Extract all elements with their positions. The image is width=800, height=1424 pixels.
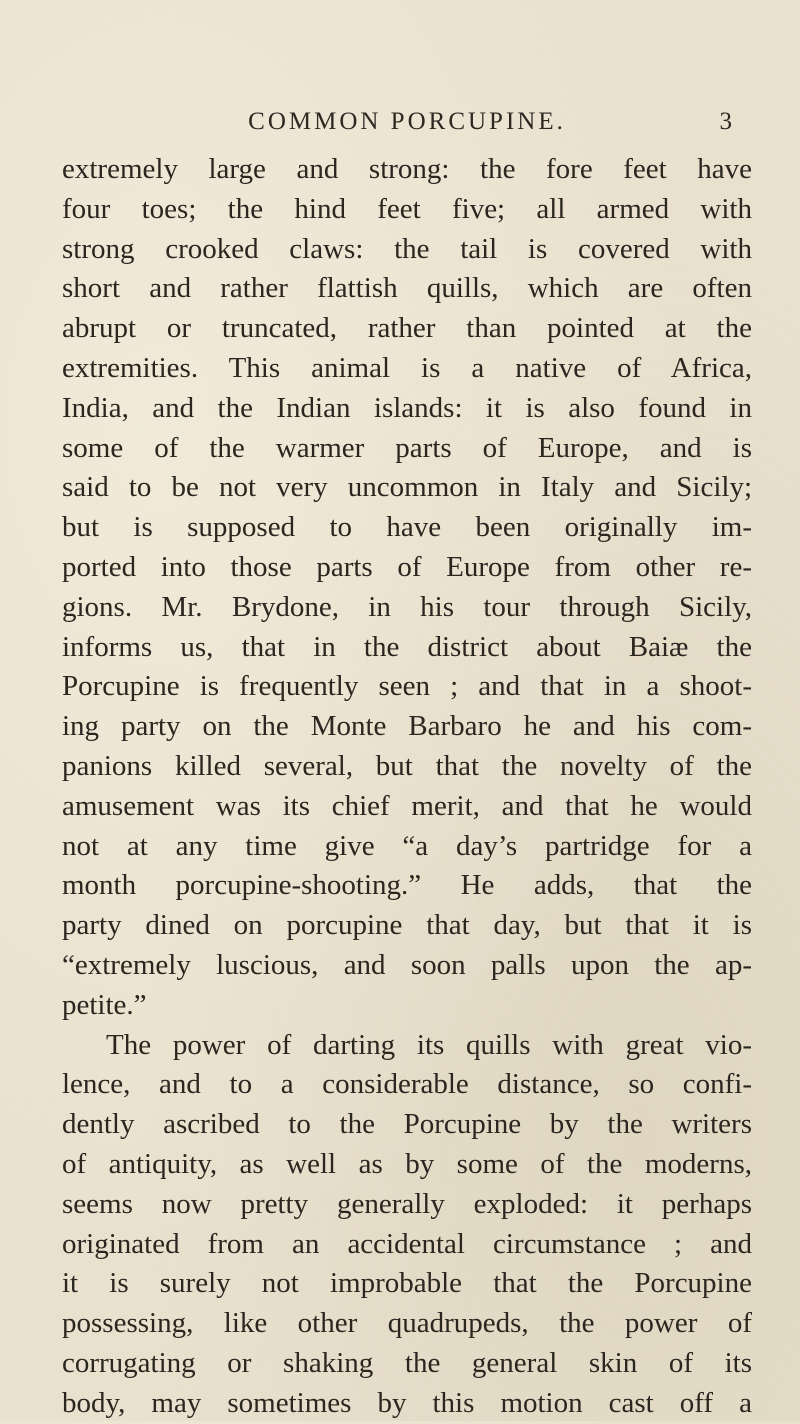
text-line: gions. Mr. Brydone, in his tour through Sicily, bbox=[62, 590, 752, 623]
text-line: but is supposed to have been originally im- bbox=[62, 511, 752, 544]
text-line: strong crooked claws: the tail is covered with bbox=[62, 232, 752, 265]
text-line: originated from an accidental circumstance ; and bbox=[62, 1227, 752, 1260]
text-line: some of the warmer parts of Europe, and is bbox=[62, 431, 752, 464]
text-line: party dined on porcupine that day, but that it is bbox=[62, 909, 752, 942]
text-line: dently ascribed to the Porcupine by the writers bbox=[62, 1108, 752, 1141]
text-line: body, may sometimes by this motion cast off a bbox=[62, 1386, 752, 1419]
text-line-paragraph-end: petite.” bbox=[62, 988, 147, 1021]
text-line: “extremely luscious, and soon palls upon the ap- bbox=[62, 948, 752, 981]
text-line: Porcupine is frequently seen ; and that in a shoot- bbox=[62, 670, 752, 703]
text-line: amusement was its chief merit, and that he would bbox=[62, 789, 752, 822]
text-line: lence, and to a considerable distance, so confi- bbox=[62, 1068, 752, 1101]
text-line: extremely large and strong: the fore feet have bbox=[62, 153, 752, 185]
text-line: it is surely not improbable that the Porcupine bbox=[62, 1267, 752, 1300]
text-line: short and rather flattish quills, which are often bbox=[62, 272, 752, 305]
text-line: seems now pretty generally exploded: it perhaps bbox=[62, 1187, 752, 1220]
running-title: COMMON PORCUPINE. bbox=[248, 108, 566, 135]
text-line: said to be not very uncommon in Italy and Sicily; bbox=[62, 471, 752, 504]
text-line: corrugating or shaking the general skin of its bbox=[62, 1346, 752, 1379]
text-line: four toes; the hind feet five; all armed with bbox=[62, 192, 752, 225]
text-line-paragraph-start: The power of darting its quills with great vio- bbox=[106, 1028, 752, 1061]
text-line: extremities. This animal is a native of Africa, bbox=[62, 351, 752, 384]
body-text bbox=[62, 150, 752, 1424]
text-line: not at any time give “a day’s partridge for a bbox=[62, 829, 752, 862]
text-line: panions killed several, but that the novelty of the bbox=[62, 749, 752, 782]
running-head bbox=[62, 108, 752, 148]
text-line: abrupt or truncated, rather than pointed at the bbox=[62, 312, 752, 345]
text-line: of antiquity, as well as by some of the moderns, bbox=[62, 1147, 752, 1180]
text-line: possessing, like other quadrupeds, the power of bbox=[62, 1307, 752, 1340]
text-line: month porcupine-shooting.” He adds, that the bbox=[62, 869, 752, 902]
page-number: 3 bbox=[719, 108, 732, 135]
text-line: ing party on the Monte Barbaro he and his com- bbox=[62, 710, 752, 743]
text-line: ported into those parts of Europe from other re- bbox=[62, 550, 752, 583]
text-line: India, and the Indian islands: it is also found in bbox=[62, 391, 752, 424]
text-line: informs us, that in the district about Baiæ the bbox=[62, 630, 752, 663]
